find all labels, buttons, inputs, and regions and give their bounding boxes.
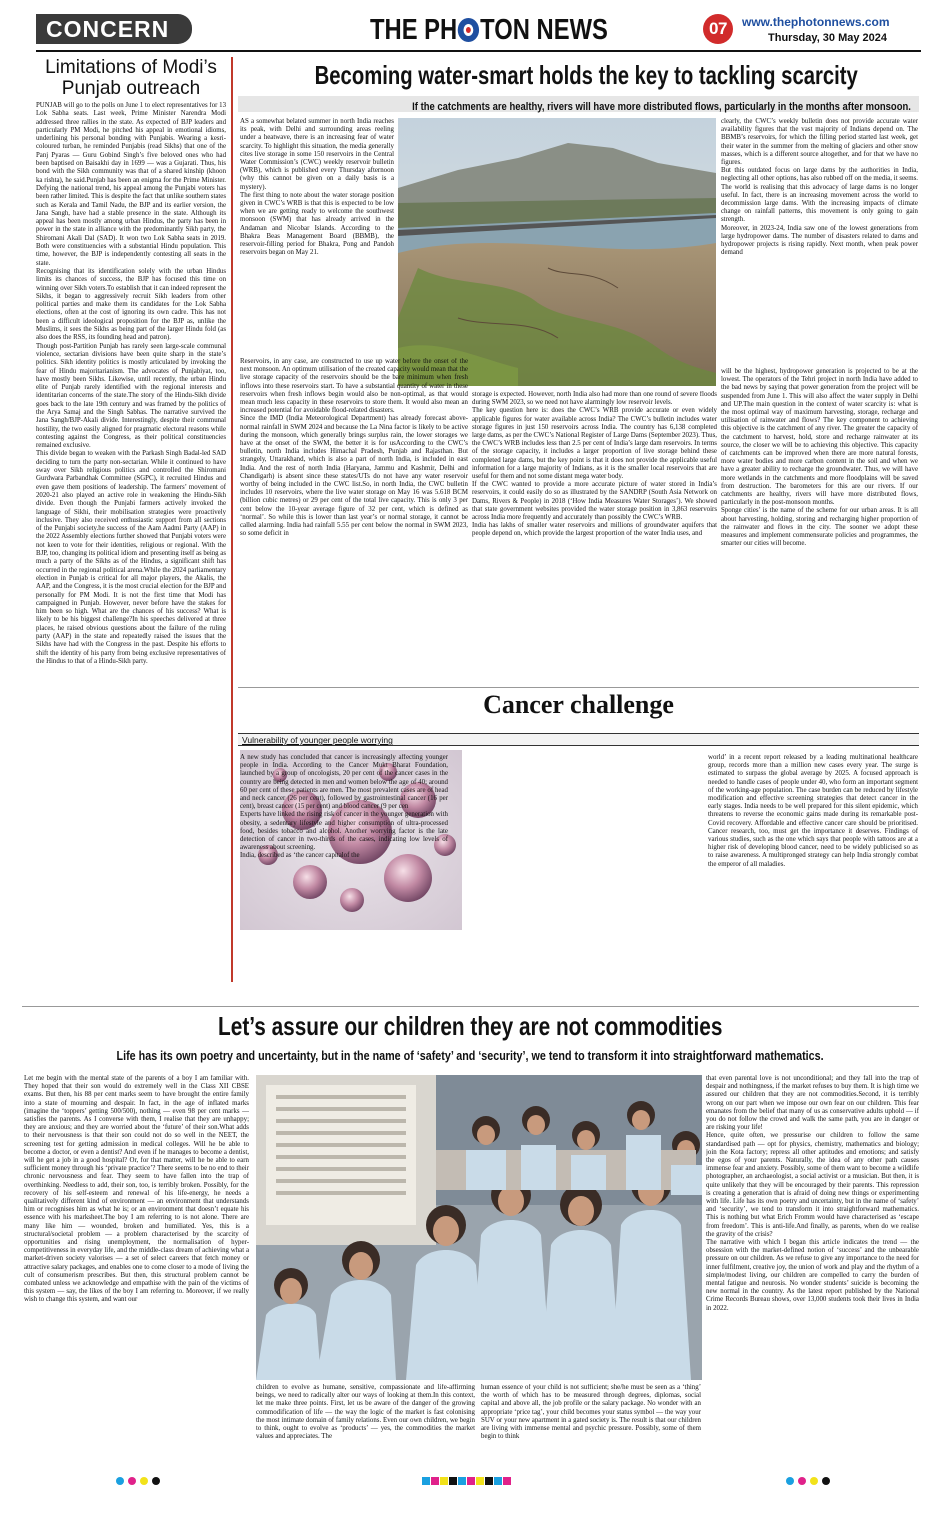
registration-square bbox=[422, 1477, 430, 1485]
water-paragraph: If the CWC wanted to provide a more accurate picture of water stored in India’s reservoirs, it could easily do so as illustrated by the SANDRP (South Asia Network on Dams, Rivers & People) in 2018 (‘How India Measures Water Storages’). We showed that state government websites provided the water storage position in 3,863 reservoirs across India more frequently and accurately than possibly the CWC’s WRB. bbox=[472, 481, 717, 522]
students-photo bbox=[256, 1075, 702, 1380]
water-col1-top bbox=[240, 118, 394, 358]
cancer-col2 bbox=[708, 754, 918, 999]
children-paragraph: human essence of your child is not sufficient; she/he must be seen as a ‘thing’ the worth of which has to be measured through degrees, diplomas, social capital and above all, the job profile or the salary package. No wonder with an appropriate ‘price tag’, your child becomes your status symbol — the way your SUV or your new apartment in a gated society is. The result is that our children are living with immense mental and psychic pressure. Possibly, some of them begin to think bbox=[481, 1384, 701, 1441]
dam-landscape-image bbox=[398, 118, 716, 386]
issue-date: Thursday, 30 May 2024 bbox=[768, 32, 888, 44]
water-paragraph: AS a somewhat belated summer in north India reaches its peak, with Delhi and surrounding areas reeling under a heatwave, there is an increasing fear of water scarcity. To highlight this situation, the media generally cites live storage in some 150 reservoirs in the Central Water Commission’s (CWC) weekly reservoir bulletin (WRB), which is published every Thursday afternoon (why this cannot be given on a daily basis is a mystery). bbox=[240, 118, 394, 191]
water-paragraph: clearly, the CWC’s weekly bulletin does not provide accurate water availability figures that the vast majority of Indians depend on. The BBMB’s reservoirs, for which the filling period started last week, get their water in the summer from the melting of glaciers and other snow masses, which is a different source altogether, and for that we have no figures. bbox=[721, 118, 918, 167]
section-rule bbox=[238, 687, 919, 688]
water-paragraph: Moreover, in 2023-24, India saw one of the lowest generations from large hydropower dams. The number of disasters related to dams and hydropower projects is rising rapidly. Next month, when peak power demand bbox=[721, 224, 918, 257]
cancer-subtitle bbox=[238, 733, 919, 746]
children-col4 bbox=[706, 1075, 919, 1464]
registration-dot bbox=[128, 1477, 136, 1485]
column-divider bbox=[231, 57, 233, 982]
left-article-body bbox=[36, 102, 226, 982]
children-article-subtitle-text: Life has its own poetry and uncertainty, but in the name of ‘safety’ and ‘security’, we tend to transform it into straightforward mathematics. bbox=[116, 1049, 825, 1063]
water-col3-top bbox=[721, 118, 918, 368]
registration-square bbox=[431, 1477, 439, 1485]
camera-logo-icon bbox=[458, 18, 479, 42]
masthead-rule bbox=[36, 50, 921, 52]
children-article-title-text: Let’s assure our children they are not commodities bbox=[218, 1011, 723, 1041]
cancer-paragraph: world’ in a recent report released by a leading multinational healthcare group, records more than a million new cases every year. The surge is estimated to surpass the global average by 2025. A focused approach is needed to handle cases of people under 40, who form an important segment of the working-age population. The case burden can be reduced by lifestyle modification and effective screening strategies that detect cancer in the early stages. India needs to be well prepared for this silent epidemic, which threatens to reverse the economic gains made during its remarkable post-Covid recovery. Affordable and effective cancer care should be prioritised. Cancer research, too, must get the importance it deserves. Findings of various studies, such as the one which says that people with tattoos are at a higher risk of developing blood cancer, need to be widely publicised so as to raise awareness. A multipronged strategy can help India strongly combat the emperor of all maladies. bbox=[708, 754, 918, 868]
water-article-subtitle bbox=[238, 97, 919, 115]
dam-photo bbox=[398, 118, 716, 386]
registration-square bbox=[476, 1477, 484, 1485]
paper-title bbox=[370, 13, 660, 49]
paper-title-part1: THE PH bbox=[370, 14, 458, 46]
section-rule-bottom bbox=[22, 1006, 919, 1007]
children-article-subtitle bbox=[22, 1047, 919, 1065]
registration-dot bbox=[786, 1477, 794, 1485]
water-paragraph: The first thing to note about the water storage position given in CWC’s WRB is that this is expected to be low when we are getting ready to welcome the southwest monsoon (SWM) that has already arrived in the Andaman and Nicobar Islands. According to the Bhakra Beas Management Board (BBMB), the reservoir-filling period for Bhakra, Pong and Pandoh reservoirs began on May 21. bbox=[240, 191, 394, 257]
registration-dot bbox=[810, 1477, 818, 1485]
water-paragraph: India has lakhs of smaller water reservoirs and millions of groundwater aquifers that people depend on, which provide the largest proportion of the water India uses, and bbox=[472, 522, 717, 538]
cancer-col1-bottom bbox=[240, 754, 448, 999]
children-paragraph: Let me begin with the mental state of the parents of a boy I am familiar with. They hoped that their son would do extremely well in the Class XII CBSE exams. But then, his 88 per cent marks seem to have brought the entire family into a state of mourning and despair. In fact, in the age of inflated marks (imagine the ‘toppers’ getting 500/500), nothing — even 98 per cent marks — satisfies the parents. As I converse with them, I realise that they are unhappy; they are anxious; and they are worried about the ‘future’ of their son.What adds to their nervousness is that their son could not do so well in the NEET, the screening test for getting admission in medical colleges. Will he be able to become a doctor, or even a dentist? And even if he manages to become a dentist, will he get a job in a good hospital? Or, for that matter, will he be able to earn sufficient money through his ‘private practice’? There seems to be no end to their chronic nervousness and fear. They seem to have fallen into the trap of overthinking. Needless to add, their son, too, is terribly broken. Possibly, for the recovery of his self-esteem and renewal of his life-energy, he needs a qualitatively different kind of environment — an environment that understands him or recognises him as what he is; or an environment that doesn’t equate his essence with his marksheet.The boy I am referring to is not alone. There are many like him — wounded, broken and humiliated. Yes, this is a structural/societal problem — a problem characterised by the scarcity of opportunities and rising unemployment, the normalisation of hyper-competitiveness in everyday life, and the middle-class dream of achieving what a market-driven society valorises — a set of select careers that fetch money or attractive salary packages, and enables one to come closer to a mode of living the cult of consumerism prescribes. But then, this structural problem cannot be combated unless we acknowledge and empathise with the pain of the victims of this system — say, the likes of the boy I am referring to. Moreover, if we really wish to change this system, and want our bbox=[24, 1075, 249, 1304]
children-paragraph: The narrative with which I began this article indicates the trend — the obsession with the market-defined notion of ‘success’ and the unbearable pressure on our children. As we refuse to give any importance to the need for inner fulfilment, creative joy, the union of work and play and the rhythm of a simple/modest living, our children are compelled to carry the burden of mental fatigue and neurosis. No wonder students’ suicide is becoming the new normal in the country. As the latest report published by the National Crime Records Bureau shows, over 13,000 students took their lives in India in 2022. bbox=[706, 1239, 919, 1312]
section-label-text: CONCERN bbox=[46, 16, 170, 42]
water-col1-bottom bbox=[240, 358, 468, 683]
water-article-title-text: Becoming water-smart holds the key to tackling scarcity bbox=[314, 60, 858, 90]
left-article-paragraph: PUNJAB will go to the polls on June 1 to elect representatives for 13 Lok Sabha seats. Last week, Prime Minister Narendra Modi addressed three rallies in the state. As expected of BJP leaders and particularly PM Modi, he pitched his appeal in emotional idioms, underlining his personal bonding with Punjabis. Wearing a kesri-coloured turban, he reminded Punjabis (read Sikhs) that one of the Panj Pyaras — Guru Gobind Singh’s five beloved ones who had been baptised on Baisakhi day in 1699 — was a Gujarati. Thus, his bond with the Sikh community was that of a shared kinship (khoon ka rishta), he said.Punjab has been an enigma for the Prime Minister. Defying the national trend, his appeal among the Punjabi voters has been rather limited. This is despite the fact that unlike southern states such as Kerala and Tamil Nadu, the BJP and its earlier version, the Jana Sangh, have had a stable presence in the state. Although its appeal has been mostly among urban Hindus, the party has been in power in the state in alliance with the predominantly Sikh party, the Shiromani Akali Dal (SAD). It won two Lok Sabha seats in 2019. Both were constituencies with a substantial Hindu population. This time, however, the BJP is independently contesting all seats in the state. bbox=[36, 102, 226, 267]
water-col2 bbox=[472, 391, 717, 683]
children-col3 bbox=[481, 1384, 701, 1464]
children-col1 bbox=[24, 1075, 249, 1464]
left-article-title-line1: Limitations of Modi’s bbox=[45, 57, 217, 78]
water-paragraph: The key question here is: does the CWC’s WRB provide accurate or even widely applicable figures for water available across India? The CWC’s bulletin includes water storage figures in just 150 reservoirs across India. The country has 6,138 completed large dams, as per the CWC’s National Register of Large Dams (September 2023). Thus, the CWC’s WRB includes less than 2.5 per cent of India’s large dam reservoirs. In terms of the storage capacity, it includes a larger proportion of live storage behind these completed large dams, but the key point is that it does not provide the applicable useful information for a large majority of Indians, as it is the smaller local reservoirs that are useful for them and not some distant mega water body. bbox=[472, 407, 717, 481]
registration-dot bbox=[822, 1477, 830, 1485]
left-article-paragraph: Recognising that its identification solely with the urban Hindus limits its chances of success, the BJP has focused this time on winning over Sikh voters.To establish that it can indeed represent the Sikhs, it began to aggressively recruit Sikh leaders from other political parties and make them its candidates for the Lok Sabha elections, often at the cost of ignoring its own cadre. This has not been a difficult ideological proposition for the BJP as, unlike the Muslims, it sees the Sikhs as being part of the larger Hindu fold (as also does the RSS, its founding head and patron). bbox=[36, 267, 226, 342]
water-paragraph: Reservoirs, in any case, are constructed to use up water before the onset of the next monsoon. An optimum utilisation of the created capacity would mean that the live storage capacity of the reservoirs should be the bare minimum when fresh inflows into these reservoirs start. To have a substantial quantity of water in these reservoirs when fresh inflows begin would also be non-optimal, as that would mean much less capacity in these reservoirs to store them. It would also mean an increased potential for avoidable flood-related disasters. bbox=[240, 358, 468, 415]
students-crowd-image bbox=[256, 1075, 702, 1380]
registration-dot bbox=[140, 1477, 148, 1485]
left-article-title bbox=[36, 57, 226, 99]
registration-square bbox=[503, 1477, 511, 1485]
water-col3-bottom bbox=[721, 368, 918, 683]
section-label-accent bbox=[36, 14, 46, 44]
cancer-article-title-text: Cancer challenge bbox=[483, 690, 674, 719]
registration-dot bbox=[798, 1477, 806, 1485]
registration-square bbox=[449, 1477, 457, 1485]
page-number: 07 bbox=[708, 19, 728, 38]
water-article-subtitle-text: If the catchments are healthy, rivers will have more distributed flows, particularly in the months after monsoon. bbox=[412, 101, 911, 113]
registration-square bbox=[467, 1477, 475, 1485]
cancer-paragraph: India, described as ‘the cancer capitalof the bbox=[240, 852, 360, 860]
children-col2 bbox=[256, 1384, 475, 1464]
registration-square bbox=[440, 1477, 448, 1485]
water-article-title bbox=[238, 60, 918, 90]
website-link[interactable]: www.thephotonnews.com bbox=[742, 15, 890, 29]
left-article-paragraph: Though post-Partition Punjab has rarely seen large-scale communal violence, sectarian divisions have been quite sharp in the state’s politics. Sikh identity politics is mostly articulated by invoking the fear of Hindu majoritarianism. The advocates of Punjabiyat, too, have mostly been Sikhs. Likewise, until recently, the urban Hindu elite of Punjab rarely identified with the regional interests and identitarian concerns of the state.The story of the Hindu-Sikh divide goes back to the late 19th century and was framed by the politics of the Arya Samaj and the Singh Sabhas. The narrative survived the Jana Sangh/BJP-Akali divide. Interestingly, despite their communal hostility, the two easily aligned for pragmatic electoral reasons while contesting against the Congress, as their political constituencies remained exclusive. bbox=[36, 342, 226, 450]
water-paragraph: But this outdated focus on large dams by the authorities in India, neglecting all other options, has also rubbed off on the media, it seems. The world is realising that this advocacy of large dams is no longer useful. In fact, there is an increasing movement across the world to decommission large dams. With the increasing impacts of climate change on rainfall patterns, this movement is only going to gain strength. bbox=[721, 167, 918, 224]
registration-square bbox=[485, 1477, 493, 1485]
children-paragraph: that even parental love is not unconditional; and they fall into the trap of despair and nothingness, if the market refuses to buy them. It is high time we assured our children that they are not commodities.Second, it is terribly wrong on our part when we impose our own fear on our children. This fear emanates from the belief that many of us as conservative adults uphold — if you do not follow the crowd and walk the same path, you are in danger or are risking your life! bbox=[706, 1075, 919, 1132]
children-article-title bbox=[22, 1010, 919, 1042]
children-paragraph: children to evolve as humane, sensitive, compassionate and life-affirming beings, we need to radically alter our ways of looking at them.In this context, let me make three points. First, let us be aware of the danger of the growing commodification of life — the way the logic of the market is fast colonising the most intimate domain of family relations. Even our own children, we begin to think, ought to evolve as ‘products’ — yes, the commodities the market values and appreciates. The bbox=[256, 1384, 475, 1441]
registration-square bbox=[494, 1477, 502, 1485]
registration-square bbox=[458, 1477, 466, 1485]
cancer-paragraph: Experts have linked the rising risk of cancer in the younger generation with obesity, a sedentary lifestyle and higher consumption of ultra-processed food, besides tobacco and alcohol. Another worrying factor is the late detection of cancer in two-thirds of the cases, indicating low levels of awareness about screening. bbox=[240, 811, 448, 852]
left-article-paragraph: This divide began to weaken with the Parkash Singh Badal-led SAD deciding to turn the party non-sectarian. While it continued to have sway over Sikh religious politics and controlled the Shiromani Gurdwara Parbandhak Committee (SGPC), it recruited Hindus and even gave them positions of leadership. The farmers’ movement of 2020-21 also played an active role in weakening the Hindu-Sikh divide. Even though the Punjabi farmers actively invoked the language of Sikhi, their mobilisation strategies were proactively inclusive. They also received enthusiastic support from all sections of the Punjabi society.he success of the Aam Aadmi Party (AAP) in the 2022 Assembly elections further showed that Punjabi voters were not keen to vote for their identities, religious or regional. With the BJP, too, changing its political idiom and presenting itself as being as much a party of the Sikhs as of the Hindus, a significant shift has occurred in the regional political arena.While the 2024 parliamentary election in Punjab is critical for all major players, the Akalis, the AAP, and the Congress, it is the most crucial election for the BJP and personally for PM Modi. It is not the first time that Modi has campaigned in Punjab. However, never before have the stakes for him been so high. What are the chances of his success? What is likely to be his biggest challenge?In his speeches delivered at three places, he raised obvious questions about the failure of the ruling party (AAP) in the state and repeatedly raised the issues that the Sikhs have had with the Congress in the past. Despite his efforts to shift the identity of his party from being exclusive representatives of the Hindus to that of a Hindu-Sikh party. bbox=[36, 450, 226, 665]
water-paragraph: storage is expected. However, north India also had more than one round of severe floods during SWM 2023, so we need not have alarmingly low reservoir levels. bbox=[472, 391, 717, 407]
registration-dot bbox=[152, 1477, 160, 1485]
water-paragraph: Sponge cities’ is the name of the scheme for our urban areas. It is all about harvesting, holding, storing and recharging higher proportion of the rainwater and flows in the city. The sooner we adopt these measures and implement commensurate policies and programmes, the smarter our cities will become. bbox=[721, 507, 918, 548]
children-paragraph: Hence, quite often, we pressurise our children to follow the same standardised path — opt for physics, chemistry, mathematics and biology; join the Kota factory; repress all other aptitudes and emotions; and satisfy the egos of your parents. Naturally, the idea of any other path causes immense fear and anxiety. Possibly, some of them want to become a wildlife photographer, an archaeologist, a social activist or a musician. But then, it is quite unlikely that they will be encouraged by their parents. This repression is creating a generation that is afraid of doing new things or experimenting with life. Life has its own poetry and uncertainty, but in the name of ‘safety’ and ‘security’, we tend to transform it into straightforward mathematics. This is nothing but what Erich Fromm would have characterised as ‘escape from freedom’. This is anti-life.And finally, as parents, when do we realise the gravity of the crisis? bbox=[706, 1132, 919, 1238]
cancer-article-title bbox=[238, 690, 919, 720]
registration-dot bbox=[116, 1477, 124, 1485]
left-article-title-line2: Punjab outreach bbox=[61, 78, 201, 99]
paper-title-part2: TON NEWS bbox=[480, 14, 608, 46]
water-paragraph: Since the IMD (India Meteorological Department) has already forecast above-normal rainfall in SWM 2024 and because the La Nina factor is likely to be active during the monsoon, which generally brings surplus rain, the lower storages we have at the onset of the SWM, the better it is for usAccording to the CWC’s bulletin, north India includes Himachal Pradesh, Punjab and Rajasthan. But strangely, Uttarakhand, which is also a part of north India, is included in east India. And the rest of north India (Haryana, Jammu and Kashmir, Delhi and Chandigarh) is absent since these states/UTs do not have any water reservoir worthy of being included in the CWC list.So, in north India, the CWC bulletin includes 10 reservoirs, where the live water storage on May 16 was 5.618 BCM (billion cubic metres) or 29 per cent of the total live capacity. This is only 3 per cent below the 10-year average figure of 32 per cent, which is defined as ‘normal’. So while this is lower than last year’s or normal storage, it cannot be called alarming. India had rainfall 5.55 per cent below the normal in SWM 2023, so some deficit in bbox=[240, 415, 468, 538]
cancer-subtitle-text: Vulnerability of younger people worrying bbox=[242, 735, 393, 745]
water-paragraph: will be the highest, hydropower generation is projected to be at the lowest. The operators of the Tehri project in north India have added to the bad news by saying that power generation from the project will be suspended from June 1. This will also affect the water supply in Delhi and UP.The main question in the context of water scarcity is: what is the most optimal way of maximum harvesting, storage, recharge and utilisation of rainwater and flows? The key component to achieving this objective is the catchment of any river. The greater the capacity of the catchment to harvest, hold, store and recharge rainwater at its source, the closer we will be to achieving this objective. This capacity of catchments can be improved when there are more natural forests, more water bodies and more carbon content in the soil and when we have a greater ability to recharge the groundwater. Thus, we will have more wetlands in the catchments and more floodplains will be saved from destruction. The barometers for this are our rivers. If our catchments are healthy, rivers will have more distributed flows, particularly in the post-monsoon months. bbox=[721, 368, 918, 507]
cancer-paragraph: A new study has concluded that cancer is increasingly affecting younger people in India. According to the Cancer Mukt Bharat Foundation, launched by a group of oncologists, 20 per cent of the cancer cases in the country are being detected in men and women below the age of 40; around 60 per cent of these patients are men. The most prevalent cases are of head and neck cancer (26 per cent), followed by gastrointestinal cancer (16 per cent), breast cancer (15 per cent) and blood cancer (9 per cen bbox=[240, 754, 448, 811]
